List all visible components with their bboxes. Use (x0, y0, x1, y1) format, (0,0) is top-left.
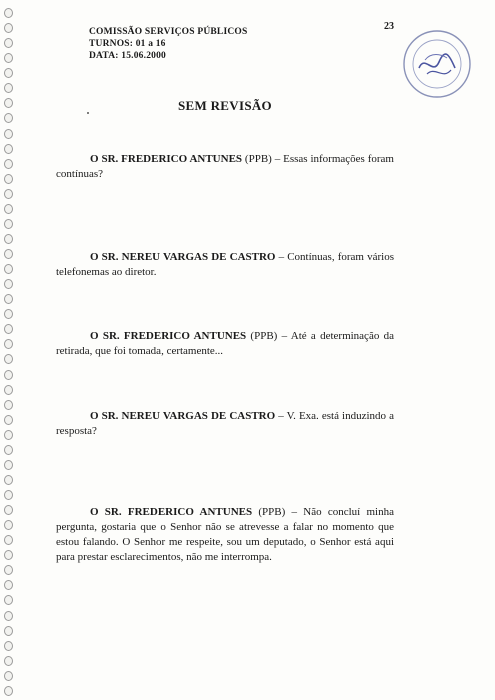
transcript-paragraph (56, 329, 394, 359)
transcript-paragraph (56, 250, 394, 280)
binding-hole (4, 595, 13, 605)
binding-hole (4, 475, 13, 485)
binding-hole (4, 611, 13, 621)
binding-hole (4, 415, 13, 425)
binding-hole (4, 656, 13, 666)
binding-hole (4, 686, 13, 696)
binding-hole (4, 8, 13, 18)
binding-hole (4, 23, 13, 33)
speaker-name: O SR. FREDERICO ANTUNES (90, 506, 253, 518)
binding-hole (4, 460, 13, 470)
binding-hole (4, 249, 13, 259)
speech-text: – Contínuas, foram vários telefonemas ao diretor. (56, 251, 394, 278)
binding-hole (4, 294, 13, 304)
binding-hole (4, 641, 13, 651)
binding-hole (4, 400, 13, 410)
binding-hole (4, 580, 13, 590)
speaker-name: O SR. NEREU VARGAS DE CASTRO (90, 410, 276, 422)
speech-text: (PPB) – Não concluí minha pergunta, gostaria que o Senhor não se atrevesse a falar no momento que estou falando. O Senhor me respeite, sou um deputado, o Senhor está aqui para prestar esclarecimentos, não me interrompa. (56, 506, 394, 563)
speech-text: – V. Exa. está induzindo a resposta? (56, 410, 394, 437)
binding-hole (4, 83, 13, 93)
binding-hole (4, 550, 13, 560)
binding-hole (4, 490, 13, 500)
binding-holes (4, 8, 18, 696)
binding-hole (4, 144, 13, 154)
binding-hole (4, 535, 13, 545)
binding-hole (4, 445, 13, 455)
header-turns: TURNOS: 01 a 16 (89, 39, 166, 49)
speaker-name: O SR. NEREU VARGAS DE CASTRO (90, 251, 276, 263)
transcript-paragraph (56, 409, 394, 439)
binding-hole (4, 354, 13, 364)
transcript-paragraph (56, 152, 394, 182)
page-number: 23 (384, 21, 394, 32)
binding-hole (4, 38, 13, 48)
binding-hole (4, 129, 13, 139)
binding-hole (4, 113, 13, 123)
binding-hole (4, 430, 13, 440)
binding-hole (4, 264, 13, 274)
section-title: SEM REVISÃO (178, 98, 272, 113)
header-commission: COMISSÃO SERVIÇOS PÚBLICOS (89, 27, 248, 37)
binding-hole (4, 279, 13, 289)
document-header (89, 26, 248, 62)
binding-hole (4, 671, 13, 681)
binding-hole (4, 189, 13, 199)
binding-hole (4, 234, 13, 244)
binding-hole (4, 520, 13, 530)
binding-hole (4, 159, 13, 169)
speech-text: (PPB) – Até a determinação da retirada, que foi tomada, certamente... (56, 330, 394, 357)
stray-mark (87, 112, 89, 114)
binding-hole (4, 98, 13, 108)
speech-text: (PPB) – Essas informações foram contínuas? (56, 153, 394, 180)
transcript-paragraph (56, 505, 394, 565)
binding-hole (4, 339, 13, 349)
binding-hole (4, 505, 13, 515)
speaker-name: O SR. FREDERICO ANTUNES (90, 330, 247, 342)
header-date: DATA: 15.06.2000 (89, 51, 166, 61)
binding-hole (4, 385, 13, 395)
binding-hole (4, 324, 13, 334)
binding-hole (4, 626, 13, 636)
binding-hole (4, 370, 13, 380)
binding-hole (4, 174, 13, 184)
official-stamp (397, 24, 477, 104)
binding-hole (4, 309, 13, 319)
binding-hole (4, 53, 13, 63)
binding-hole (4, 219, 13, 229)
speaker-name: O SR. FREDERICO ANTUNES (90, 153, 243, 165)
binding-hole (4, 68, 13, 78)
binding-hole (4, 204, 13, 214)
binding-hole (4, 565, 13, 575)
